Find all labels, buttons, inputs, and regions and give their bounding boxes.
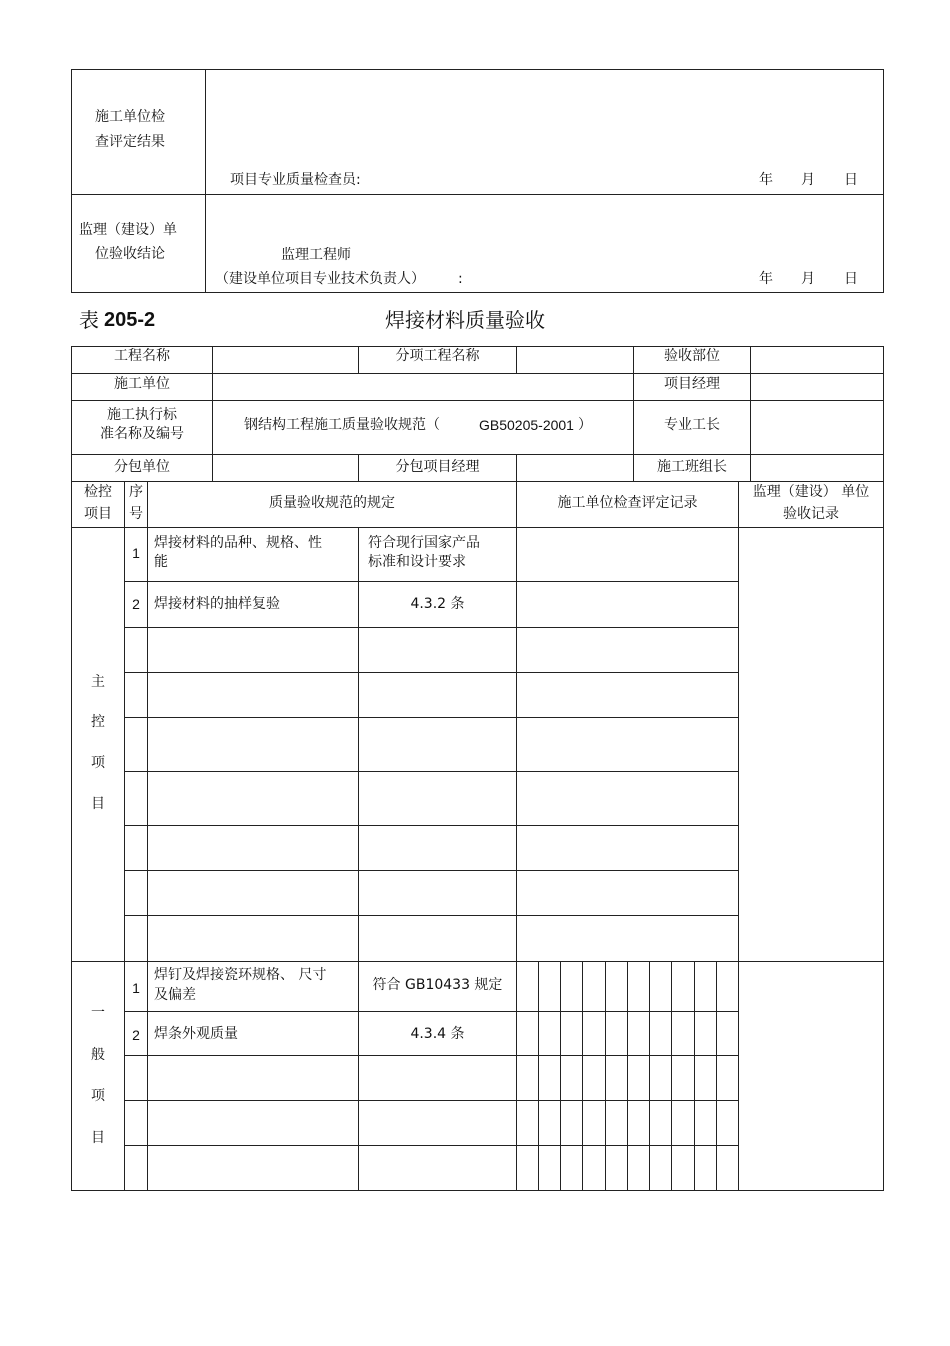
subcontractor-field[interactable]	[213, 455, 358, 481]
main-row-item: 焊接材料的抽样复验	[154, 596, 280, 612]
project-manager-label: 项目经理	[664, 376, 720, 392]
main-row-spec-2: 标准和设计要求	[368, 554, 466, 570]
project-name-field[interactable]	[213, 347, 358, 373]
standard-code: GB50205-2001	[479, 417, 574, 433]
supervisor-label: 监理工程师	[281, 247, 351, 263]
inspection-item-header-2: 项目	[84, 506, 112, 522]
date-month: 月	[801, 172, 815, 188]
general-row-item-2: 及偏差	[154, 987, 196, 1003]
main-row-number: 2	[132, 596, 140, 612]
acceptance-part-field[interactable]	[751, 347, 883, 373]
table-number-prefix: 表	[79, 308, 99, 332]
page-title: 焊接材料质量验收	[385, 308, 545, 332]
main-row-item: 焊接材料的品种、规格、性	[154, 535, 322, 551]
main-control-label: 控	[91, 714, 105, 730]
main-control-label: 项	[91, 755, 105, 771]
table-number: 205-2	[104, 309, 156, 331]
team-leader-label: 施工班组长	[657, 459, 727, 475]
tech-lead-colon: :	[458, 271, 463, 287]
date-day: 日	[844, 172, 858, 188]
general-row-item: 焊条外观质量	[154, 1026, 238, 1042]
project-name-label: 工程名称	[114, 348, 170, 364]
general-row-number: 1	[132, 980, 140, 996]
sub-project-name-label: 分项工程名称	[395, 348, 480, 364]
main-row-spec: 4.3.2 条	[410, 596, 465, 612]
project-manager-field[interactable]	[751, 374, 883, 400]
date-year: 年	[759, 172, 773, 188]
sub-project-name-field[interactable]	[517, 347, 633, 373]
main-control-label: 目	[91, 796, 105, 812]
supervision-label-2: 位验收结论	[95, 246, 165, 262]
sub-project-manager-label: 分包项目经理	[395, 459, 480, 475]
supervision-header: 监理（建设） 单位	[752, 484, 870, 500]
acceptance-part-label: 验收部位	[664, 348, 720, 364]
standard-value: 钢结构工程施工质量验收规范（	[244, 417, 440, 433]
foreman-field[interactable]	[751, 401, 883, 454]
subcontractor-label: 分包单位	[114, 459, 170, 475]
spec-header: 质量验收规范的规定	[269, 495, 395, 511]
standard-label-2: 准名称及编号	[100, 426, 184, 442]
main-row-number: 1	[132, 545, 140, 561]
seq-header: 序	[129, 484, 143, 500]
foreman-label: 专业工长	[664, 417, 720, 433]
construction-result-label: 施工单位检	[95, 109, 165, 125]
standard-label: 施工执行标	[107, 407, 177, 423]
date-day-2: 日	[844, 271, 858, 287]
general-label: 一	[91, 1005, 105, 1021]
inspection-item-header: 检控	[84, 484, 112, 500]
team-leader-field[interactable]	[751, 455, 883, 481]
general-row-spec: 4.3.4 条	[410, 1026, 465, 1042]
sub-project-manager-field[interactable]	[517, 455, 633, 481]
construction-unit-label: 施工单位	[114, 376, 170, 392]
general-label: 般	[91, 1047, 105, 1063]
tech-lead-label: （建设单位项目专业技术负责人）	[215, 271, 425, 287]
standard-close: ）	[578, 417, 592, 433]
general-row-spec: 符合 GB10433 规定	[372, 977, 503, 993]
supervision-header-2: 验收记录	[783, 506, 839, 522]
general-row-item: 焊钉及焊接瓷环规格、 尺寸	[154, 967, 327, 983]
general-row-number: 2	[132, 1027, 140, 1043]
general-label: 目	[91, 1130, 105, 1146]
seq-header-2: 号	[129, 506, 143, 522]
quality-inspector-label: 项目专业质量检查员:	[230, 172, 361, 188]
construction-unit-field[interactable]	[213, 374, 633, 400]
construction-result-label-2: 查评定结果	[95, 134, 165, 150]
main-row-spec: 符合现行国家产品	[368, 535, 480, 551]
date-month-2: 月	[801, 271, 815, 287]
record-header: 施工单位检查评定记录	[557, 495, 698, 511]
main-row-item-2: 能	[154, 554, 168, 570]
supervision-label: 监理（建设）单	[79, 222, 177, 238]
general-label: 项	[91, 1088, 105, 1104]
main-control-label: 主	[91, 674, 105, 690]
date-year-2: 年	[759, 271, 773, 287]
